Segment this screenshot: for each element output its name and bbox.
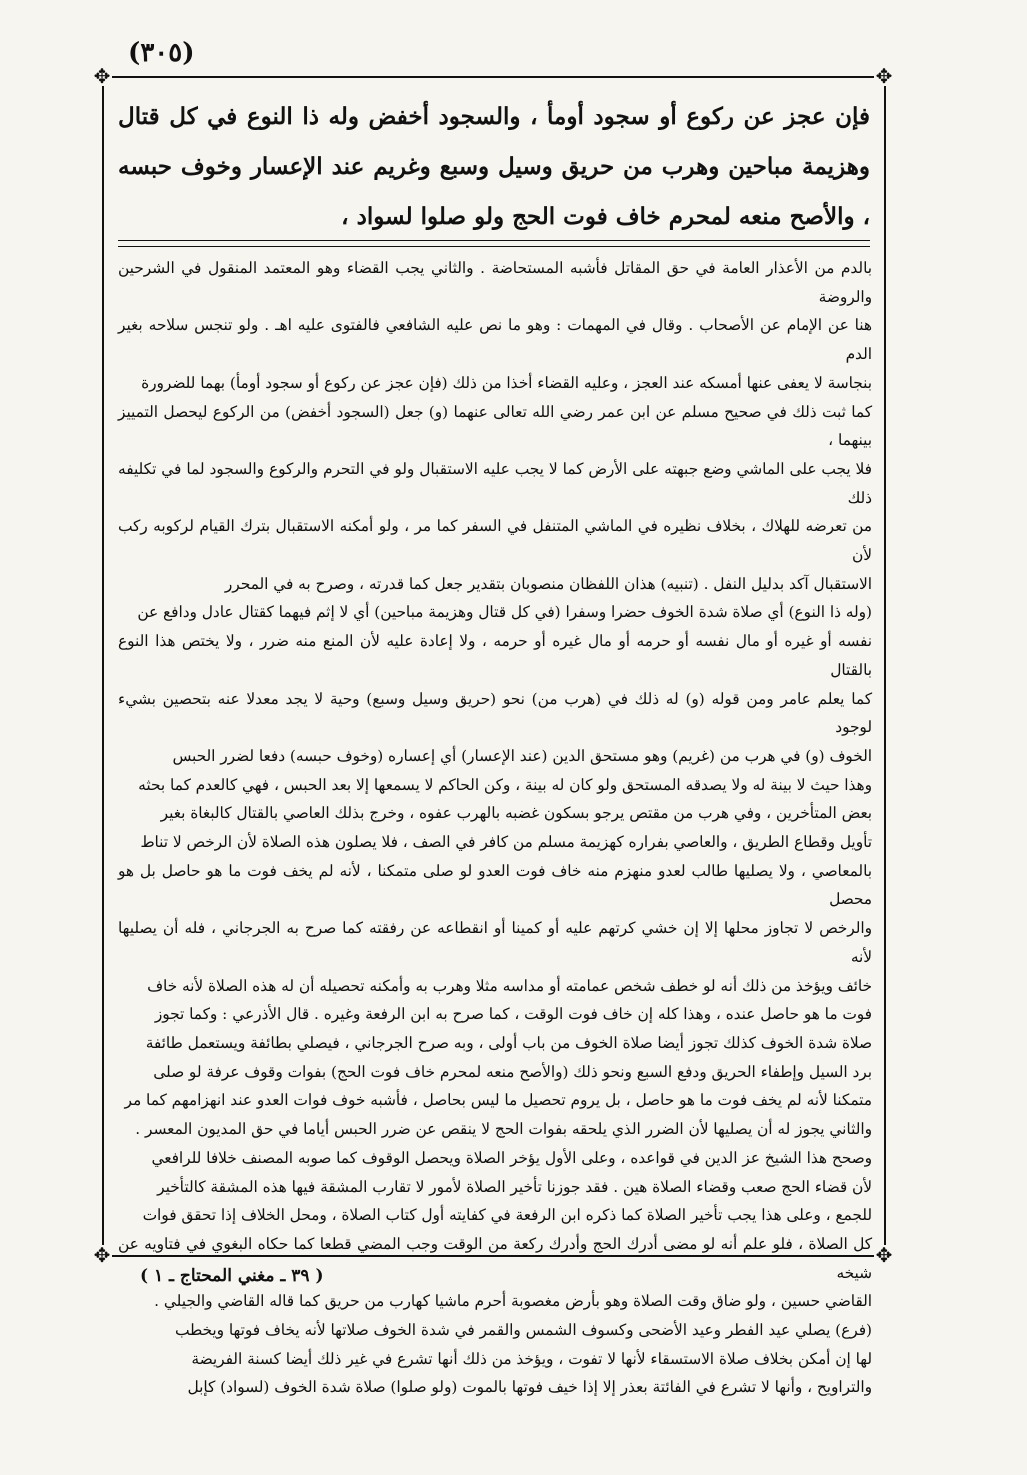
commentary-line: من تعرضه للهلاك ، بخلاف نظيره في الماشي المتنفل في السفر كما مر ، ولو أمكنه الاستقبال بترك القيام لركوبه ركب لأن bbox=[118, 517, 872, 565]
ornament-corner-icon: ✥ bbox=[93, 1243, 111, 1267]
ornament-corner-icon: ✥ bbox=[875, 64, 893, 88]
main-text-matn: فإن عجز عن ركوع أو سجود أومأ ، والسجود أخفض وله ذا النوع في كل قتال وهزيمة مباحين وهرب من حريق وسيل وسبع وغريم عند الإعسار وخوف حبسه ، والأصح منعه لمحرم خاف فوت الحج ولو صلوا لسواد ، bbox=[118, 103, 870, 230]
section-divider bbox=[118, 240, 870, 241]
commentary-line: صلاة شدة الخوف كذلك تجوز أيضا صلاة الخوف من باب أولى ، وبه صرح الجرجاني ، فيصلي بطائفة ويستعمل طائفة bbox=[145, 1033, 872, 1052]
commentary-line: كما ثبت ذلك في صحيح مسلم عن ابن عمر رضي الله تعالى عنهما (و) جعل (السجود أخفض) من الركوع ليحصل التمييز بينهما ، bbox=[118, 402, 872, 450]
commentary-line: كل الصلاة ، فلو علم أنه لو مضى أدرك الحج وأدرك ركعة من الوقت وجب المضي قطعا كما حكاه البغوي في فتاويه عن شيخه bbox=[118, 1234, 872, 1282]
commentary-line: وصحح هذا الشيخ عز الدين في قواعده ، وعلى الأول يؤخر الصلاة ويحصل الوقوف كما صوبه المصنف خلافا للرافعي bbox=[151, 1148, 872, 1167]
commentary-line: بالمعاصي ، ولا يصليها طالب لعدو منهزم منه خاف فوت العدو لو صلى متمكنا ، لأنه لم يخف فوت ما هو حاصل بل هو محصل bbox=[118, 861, 872, 909]
commentary-line: برد السيل وإطفاء الحريق ودفع السبع ونحو ذلك (والأصح منعه لمحرم خاف فوت الحج) بفوات وقوف عرفة لو صلى bbox=[153, 1062, 872, 1081]
commentary-line: فوت ما هو حاصل عنده ، وهذا كله إن خاف فوت الوقت ، كما صرح به ابن الرفعة وغيره . قال الأذرعي : وكما تجوز bbox=[154, 1005, 872, 1024]
frame-top-border bbox=[100, 76, 886, 78]
commentary-line: والثاني يجوز له أن يصليها لأن الضرر الذي يلحقه بفوات الحج لا ينقص عن ضرر الحبس أياما في حق المديون المعسر . bbox=[135, 1120, 872, 1139]
ornament-corner-icon: ✥ bbox=[875, 1243, 893, 1267]
commentary-line: (فرع) يصلي عيد الفطر وعيد الأضحى وكسوف الشمس والقمر في شدة الخوف صلاتها لأنه يخاف فوتها ويخطب bbox=[174, 1321, 872, 1340]
commentary-line: لأن قضاء الحج صعب وقضاء الصلاة هين . فقد جوزنا تأخير الصلاة لأمور لا تقارب المشقة فيها هذه المشقة كالتأخير bbox=[157, 1177, 872, 1196]
commentary-line: الخوف (و) في هرب من (غريم) وهو مستحق الدين (عند الإعسار) أي إعساره (وخوف حبسه) دفعا لضرر الحبس bbox=[172, 746, 872, 765]
commentary-line: متمكنا لأنه لم يخف فوت ما هو حاصل ، بل يروم تحصيل ما ليس بحاصل ، فأشبه خوف فوات العدو عند انهزامهم كما مر bbox=[124, 1091, 872, 1110]
commentary-line: بالدم من الأعذار العامة في حق المقاتل فأشبه المستحاضة . والثاني يجب القضاء وهو المعتمد المنقول في الشرحين والروضة bbox=[118, 259, 872, 306]
commentary-line: القاضي حسين ، ولو ضاق وقت الصلاة وهو بأرض مغصوبة أحرم ماشيا كهارب من حريق كما قاله القاضي والجيلي . bbox=[154, 1292, 872, 1311]
commentary-line: للجمع ، وعلى هذا يجب تأخير الصلاة كما ذكره ابن الرفعة في كفايته أول كتاب الصلاة ، ومحل الخلاف إذا تحقق فوات bbox=[142, 1206, 872, 1225]
commentary-line: بنجاسة لا يعفى عنها أمسكه عند العجز ، وعليه القضاء أخذا من ذلك (فإن عجز عن ركوع أو سجود أومأ) بهما للضرورة bbox=[141, 373, 872, 392]
commentary-line: خائف ويؤخذ من ذلك أنه لو خطف شخص عمامته أو مداسه مثلا وهرب به وأمكنه تحصيله أن له هذه الصلاة لأنه خاف bbox=[147, 976, 872, 995]
footer-signature: ( ٣٩ ـ مغني المحتاج ـ ١ ) bbox=[140, 1266, 324, 1286]
commentary-line: بعض المتأخرين ، وفي هرب من مقتص يرجو بسكون غضبه بالهرب عفوه ، وخرج بذلك العاصي بالقتال كالبغاة بغير bbox=[160, 804, 872, 823]
section-divider bbox=[118, 246, 870, 247]
commentary-line: كما يعلم عامر ومن قوله (و) له ذلك في (هرب من) نحو (حريق وسيل وسبع) وحية لا يجد معدلا عنه بتحصين بشيء لوجود bbox=[118, 689, 872, 737]
ornament-corner-icon: ✥ bbox=[93, 64, 111, 88]
commentary-line: تأويل وقطاع الطريق ، والعاصي بفراره كهزيمة مسلم من كافر في الصف ، فلا يصلون هذه الصلاة لأن الرخص لا تناط bbox=[140, 833, 872, 852]
commentary-line: هنا عن الإمام عن الأصحاب . وقال في المهمات : وهو ما نص عليه الشافعي فالفتوى عليه اهـ . ولو تنجس سلاحه بغير الدم bbox=[118, 316, 872, 364]
commentary-line: (وله ذا النوع) أي صلاة شدة الخوف حضرا وسفرا (في كل قتال وهزيمة مباحين) أي لا إثم فيهما كقتال عادل ودافع عن bbox=[137, 603, 872, 622]
commentary-line: الاستقبال آكد بدليل النفل . (تنبيه) هذان اللفظان منصوبان بتقدير جعل كما قدرته ، وصرح به في المحرر bbox=[224, 574, 872, 593]
page-number: (٣٠٥) bbox=[128, 38, 195, 68]
commentary-line: والتراويح ، وأنها لا تشرع في الفائتة بعذر إلا إذا خيف فوتها بالموت (ولو صلوا) صلاة شدة الخوف (لسواد) كإبل bbox=[187, 1378, 872, 1397]
commentary-line: فلا يجب على الماشي وضع جبهته على الأرض كما لا يجب عليه الاستقبال ولو في التحرم والركوع والسجود لما في تكليفه ذلك bbox=[118, 459, 872, 507]
commentary-line: والرخص لا تجاوز محلها إلا إن خشي كرتهم عليه أو كمينا أو انقطاعه عن رفقته كما صرح به الجرجاني ، فله أن يصليها لأنه bbox=[118, 919, 872, 966]
commentary-line: لها إن أمكن بخلاف صلاة الاستسقاء لأنها لا تفوت ، ويؤخذ من ذلك أنها تشرع في غير ذلك أيضا كسنة الفريضة bbox=[191, 1349, 872, 1368]
commentary-line: نفسه أو غيره أو مال نفسه أو حرمه أو مال غيره أو حرمه ، ولا إعادة عليه لأن المنع منه ضرر ، ولا يختص هذا النوع بالقتال bbox=[118, 632, 872, 679]
commentary-line: وهذا حيث لا بينة له ولا يصدقه المستحق ولو كان له بينة ، وكن الحاكم لا يسمعها إلا بعد الحبس ، فهي كالعدم كما بحثه bbox=[138, 775, 872, 794]
commentary-sharh bbox=[118, 254, 872, 1402]
